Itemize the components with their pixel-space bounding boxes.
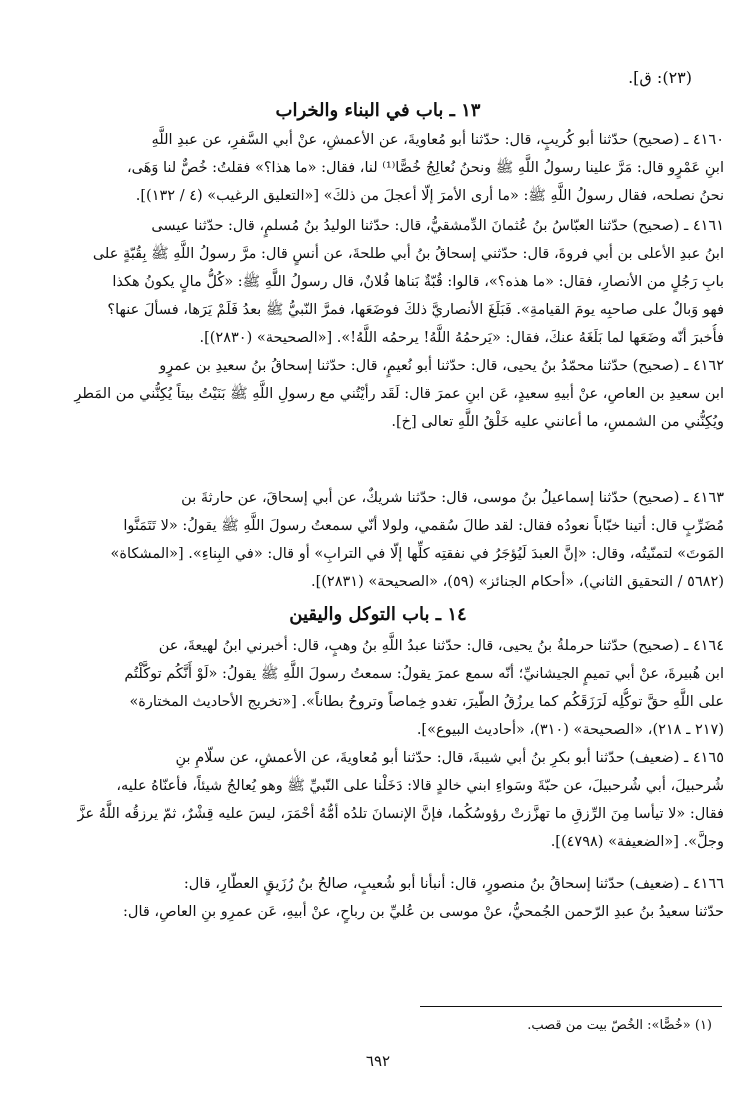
hadith-line: فهو وَبالٌ على صاحبِه يومَ القيامةِ». فَبَلَغَ الأنصاريَّ ذلكَ فوضَعَها، فمرَّ النّبيُّ ﷺ بعدُ فَلَمْ يَرَها، فسألَ عنها؟	[107, 302, 724, 318]
hadith-line: شُرحبيلَ، أبي شُرحبيلَ، عن حبّةَ وسَواءِ ابني خالدٍ قالا: دَخَلْنا على النّبيِّ ﷺ وهو يُعالجُ شيئاً، فأعنّاهُ عليه،	[116, 778, 724, 794]
hadith-line: ٤١٦١ ـ (صحيح) حدّثنا العبّاسُ بنُ عُثمانَ الدِّمشقيُّ، قال: حدّثنا الوليدُ بنُ مُسلمٍ، قال: حدّثنا عيسى	[151, 218, 724, 234]
hadith-4166	[34, 870, 724, 926]
hadith-line: المَوتَ» لتمنّيتُه، وقال: «إنَّ العبدَ لَيُؤجَرُ في نفقتِه كلِّها إلّا في الترابِ» أو قال: «في البِناءِ». [«المشكاة»	[110, 546, 724, 562]
page-number: ٦٩٢	[365, 1052, 391, 1070]
hadith-line: بابِ رَجُلٍ من الأنصارِ، فقال: «ما هذه؟»، قالوا: قُبّةٌ بَناها فُلانٌ، قال رسولُ اللَّهِ ﷺ: «كُلُّ مالٍ يكونُ هكذا	[112, 274, 724, 290]
footnote: (١) «خُصًّا»: الخُصّ بيت من قصب.	[527, 1018, 712, 1033]
hadith-line: ٤١٦٥ ـ (ضعيف) حدّثنا أبو بكرِ بنُ أبي شيبةَ، قال: حدّثنا أبو مُعاويةَ، عن الأعمشِ، عن سلّامِ بنِ	[175, 750, 724, 766]
chapter-heading-13: ١٣ ـ باب في البناء والخراب	[275, 100, 481, 121]
hadith-line: ٤١٦٠ ـ (صحيح) حدّثنا أبو كُريبٍ، قال: حدّثنا أبو مُعاويةَ، عن الأعمشِ، عنْ أبي السَّفرِ، عن عبدِ اللَّهِ	[151, 132, 724, 148]
hadith-4163	[34, 484, 724, 596]
hadith-line: ابن سعيدِ بن العاصِ، عنْ أبيهِ سعيدٍ، عَن ابنِ عمرَ قال: لَقَد رأيْتُني مع رسولِ اللَّهِ ﷺ بَنَيْتُ بيتاً يُكِنُّني من المَطرِ	[74, 386, 724, 402]
hadith-line: (٢١٧ ـ ٢١٨)، «الصحيحة» (٣١٠)، «أحاديث البيوع»].	[416, 722, 724, 738]
hadith-4164	[34, 632, 724, 744]
chapter-heading-14: ١٤ ـ باب التوكل واليقين	[289, 604, 467, 625]
hadith-line: ٤١٦٤ ـ (صحيح) حدّثنا حرملةُ بنُ يحيى، قال: حدّثنا عبدُ اللَّهِ بنُ وهبٍ، قال: أخبرني ابنُ لهيعةَ، عن	[158, 638, 724, 654]
hadith-line: (٥٦٨٢ / التحقيق الثاني)، «أحكام الجنائز» (٥٩)، «الصحيحة» (٢٨٣١)].	[310, 574, 724, 590]
hadith-line: نحنُ نصلحه، فقال رسولُ اللَّهِ ﷺ: «ما أرى الأمرَ إلّا أعجلَ من ذلكَ» [«التعليق الرغيب» (٤ / ١٣٢)].	[135, 188, 724, 204]
hadith-line: فأُخبرَ أنّه وضَعَها لما بَلَغَهُ عنكَ، فقال: «يَرحمُهُ اللَّهُ! يرحمُه اللَّهُ!». [«الصحيحة» (٢٨٣٠)].	[199, 330, 724, 346]
previous-hadith-reference: (٢٣): ق].	[628, 68, 692, 87]
hadith-line: ٤١٦٣ ـ (صحيح) حدّثنا إسماعيلُ بنُ موسى، قال: حدّثنا شريكٌ، عن أبي إسحاقَ، عن حارثةَ بن	[181, 490, 724, 506]
hadith-4161	[34, 212, 724, 352]
hadith-line: ٤١٦٢ ـ (صحيح) حدّثنا محمّدُ بنُ يحيى، قال: حدّثنا أبو نُعيمٍ، قال: حدّثنا إسحاقُ بنُ سعيدِ بن عمرٍو	[159, 358, 724, 374]
hadith-line: ابنُ عبدِ الأعلى بن أبي فروةَ، قال: حدّثني إسحاقُ بنُ أبي طلحةَ، عن أنسٍ قال: مرَّ رسولُ اللَّهِ ﷺ بِقُبّةٍ على	[92, 246, 724, 262]
hadith-line: فقال: «لا تيأسا مِنَ الرِّزقِ ما تهزَّزتْ رؤوسُكُما، فإنَّ الإنسانَ تلدُه أمُّهُ أحْمَرَ، ليسَ عليه قِشْرٌ، ثمّ يرزقُه اللَّهُ عزَّ	[77, 806, 724, 822]
hadith-4165	[34, 744, 724, 856]
hadith-line: ابنِ عَمْرٍو قال: مَرَّ علينا رسولُ اللَّهِ ﷺ ونحنُ نُعالِجُ خُصًّا⁽¹⁾ لنا، فقال: «ما هذا؟» فقلتُ: خُصٌّ لنا وَهَى،	[126, 160, 724, 176]
hadith-line: ويُكِنُّني من الشمسِ، ما أعانني عليه خَلْقُ اللَّهِ تعالى [خ].	[391, 414, 724, 430]
hadith-line: حدّثنا سعيدُ بنُ عبدِ الرّحمن الجُمحيُّ، عنْ موسى بن عُليِّ بن رباحٍ، عنْ أبيهِ، عَن عمرِو بنِ العاصِ، قال:	[123, 904, 724, 920]
hadith-4160	[34, 126, 724, 210]
hadith-4162	[34, 352, 724, 436]
hadith-line: ابن هُبيرةَ، عنْ أبي تميمٍ الجيشانيِّ؛ أنّه سمع عمرَ يقولُ: سمعتُ رسولَ اللَّهِ ﷺ يقولُ: «لَوْ أَنَّكُم توكَّلْتُم	[124, 666, 724, 682]
footnote-separator	[420, 1006, 722, 1007]
hadith-line: ٤١٦٦ ـ (ضعيف) حدّثنا إسحاقُ بنُ منصورٍ، قال: أنبأنا أبو شُعيبٍ، صالحُ بنُ رُزَيقٍ العطّارِ، قال:	[183, 876, 724, 892]
hadith-line: وجلَّ». [«الضعيفة» (٤٧٩٨)].	[550, 834, 724, 850]
hadith-line: مُضَرِّبٍ قال: أتينا خبّاباً نعودُه فقال: لقد طالَ سُقمي، ولولا أنّي سمعتُ رسولَ اللَّهِ ﷺ يقولُ: «لا تَتَمَنَّوا	[123, 518, 724, 534]
hadith-line: على اللَّهِ حقَّ توكُّلِه لَرَزَقَكُم كما يرزُقُ الطّيرَ، تغدو خِماصاً وتروحُ بطاناً». [«تخريج الأحاديث المختارة»	[129, 694, 724, 710]
